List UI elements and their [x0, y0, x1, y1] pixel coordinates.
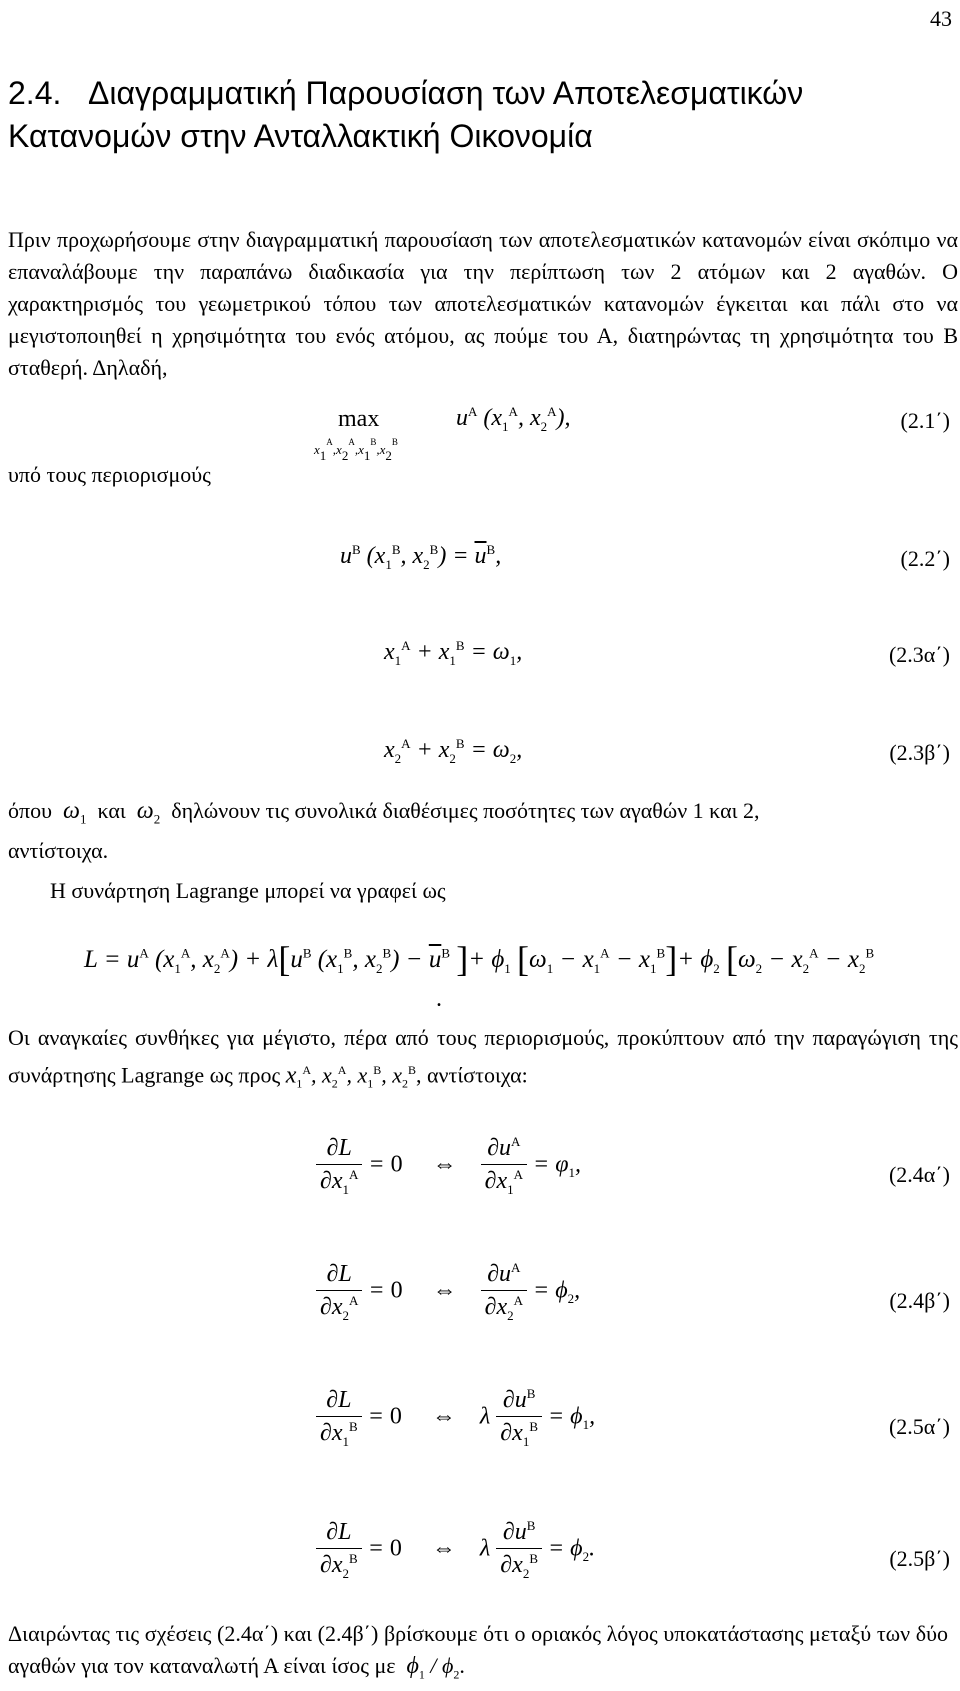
equation-2-1: max	[338, 406, 380, 432]
period-mark: .	[436, 986, 442, 1012]
lagrange-intro: Η συνάρτηση Lagrange μπορεί να γραφεί ως	[50, 878, 446, 903]
section-title: Διαγραμματική Παρουσίαση των Αποτελεσματικών Κατανομών στην Ανταλλακτική Οικονομία	[8, 75, 804, 154]
equation-2-4b: $\frac{\partial L}{\partial x_2^A}$ = 0 ⇔ $\frac{\partial u^A}{\partial x_2^A}$ = $\phi_2$,	[316, 1260, 580, 1324]
equation-number: (2.3β΄)	[889, 740, 950, 765]
equation-number: (2.2΄)	[900, 546, 950, 571]
equation-number: (2.4α΄)	[888, 1162, 950, 1187]
constraints-label: υπό τους περιορισμούς	[8, 462, 211, 487]
section-number: 2.4.	[8, 75, 62, 111]
equation-number: (2.3α΄)	[888, 642, 950, 667]
equation-2-3b: $x_2^A + x_2^B = \omega_2$,	[384, 736, 523, 766]
equation-number: (2.4β΄)	[889, 1288, 950, 1313]
equation-2-5a: $\frac{\partial L}{\partial x_1^B}$ = 0 ⇔ λ $\frac{\partial u^B}{\partial x_1^B}$ = $\phi_1$,	[316, 1386, 595, 1450]
page-number: 43	[930, 6, 952, 31]
section-heading	[8, 72, 908, 158]
equation-2-4a: $\frac{\partial L}{\partial x_1^A}$ = 0 ⇔ $\frac{\partial u^A}{\partial x_1^A}$ = $\varphi_1$,	[316, 1134, 581, 1198]
conditions-paragraph: Οι αναγκαίες συνθήκες για μέγιστο, πέρα από τους περιορισμούς, προκύπτουν από την παραγώγιση της συνάρτησης Lagrange ως προς $x_1^A$, $x_2^A$, $x_1^B$, $x_2^B$, αντίστοιχα:	[8, 1025, 958, 1091]
equation-2-2: $u^B$ ($x_1^B$, $x_2^B) = \overline{u}^B$,	[340, 542, 502, 572]
dividing-paragraph: Διαιρώντας τις σχέσεις (2.4α΄) και (2.4β΄) βρίσκουμε ότι ο οριακός λόγος υποκατάστασης μεταξύ των δύο αγαθών για τον καταναλωτή Α είναι ίσος με $\phi_1 / \phi_2$.	[8, 1621, 948, 1682]
max-subscript: $x_1^A,x_2^A,x_1^B,x_2^B$	[314, 437, 398, 463]
respectively-line: αντίστοιχα.	[8, 838, 109, 863]
lagrange-function: $L = u^A$ ($x_1^A$, $x_2^A) + \lambda[u^B$ ($x_1^B$, $x_2^B) - \overline{u}^B$ ]+ $\phi_1$ $[\omega_1 - x_1^A - x_1^B]+ \phi_2$ [$\omega_2 - x_2^A - x_2^B$	[84, 939, 875, 979]
equation-number: (2.5β΄)	[889, 1546, 950, 1571]
utility-a-expr: $u^A$ ($x_1^A$, $x_2^A$),	[456, 404, 571, 434]
where-line: όπου $\omega_1$ και $\omega_2$ δηλώνουν τις συνολικά διαθέσιμες ποσότητες των αγαθών 1 και 2,	[8, 798, 760, 827]
equation-number: (2.5α΄)	[888, 1414, 950, 1439]
intro-paragraph: Πριν προχωρήσουμε στην διαγραμματική παρουσίαση των αποτελεσματικών κατανομών είναι σκόπιμο να επαναλάβουμε την παραπάνω διαδικασία για την περίπτωση των 2 ατόμων και 2 αγαθών. Ο χαρακτηρισμός του γεωμετρικού τόπου των αποτελεσματικών κατανομών έγκειται και πάλι στο να μεγιστοποιηθεί η χρησιμότητα του ενός ατόμου, ας πούμε του Α, διατηρώντας τη χρησιμότητα του Β σταθερή. Δηλαδή,	[8, 227, 958, 380]
equation-2-3a: $x_1^A + x_1^B = \omega_1$,	[384, 638, 523, 668]
equation-2-5b: $\frac{\partial L}{\partial x_2^B}$ = 0 ⇔ λ $\frac{\partial u^B}{\partial x_2^B}$ = $\phi_2$.	[316, 1518, 595, 1582]
equation-number: (2.1΄)	[900, 408, 950, 433]
